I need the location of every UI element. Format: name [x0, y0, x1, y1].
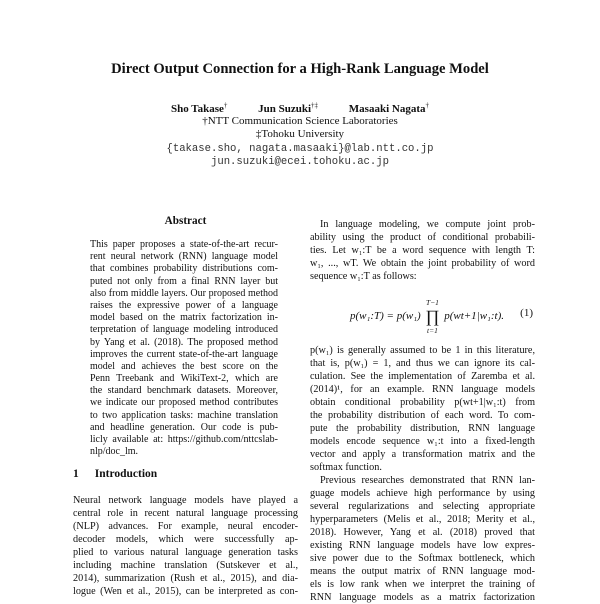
text-line: Neural network language models have played a — [73, 494, 298, 506]
text-line: models encode sequence w₁:t into a fixed-length — [310, 435, 535, 447]
text-line: softmax function. — [310, 461, 382, 473]
text-line: culation. See the implementation of Zaremba et al. — [310, 370, 535, 382]
affiliation: †NTT Communication Science Laboratories — [202, 115, 398, 127]
text-line: hyperparameters (Melis et al., 2018; Merity et al., — [310, 513, 535, 525]
affiliation-mark: †‡ — [311, 101, 319, 109]
product-glyph: ∏ — [425, 306, 440, 326]
affiliation-mark: † — [223, 101, 228, 109]
text-line: model based on the matrix factorization in- — [90, 312, 278, 324]
text-line: ability using the product of conditional probabili- — [310, 231, 535, 243]
paragraph — [310, 218, 535, 283]
text-line: improves the current state-of-the-art language — [90, 348, 278, 360]
text-line: the probability distribution of each word. To com- — [310, 409, 535, 421]
author-name: Jun Suzuki — [258, 102, 312, 115]
equation-rhs: p(wt+1|w₁:t). — [444, 309, 504, 322]
text-line: central role in recent natural language processing — [73, 507, 298, 519]
text-line: also from middle layers. Our proposed method — [90, 287, 278, 299]
affiliation: ‡Tohoku University — [255, 128, 345, 140]
abstract-heading: Abstract — [164, 215, 207, 227]
text-line: terpretation of language modeling introduced — [90, 324, 278, 336]
text-line: In language modeling, we compute joint prob- — [320, 218, 535, 230]
intro-body — [73, 494, 298, 598]
text-line: and headline generation. Our code is pub- — [90, 421, 278, 433]
author-name: Sho Takase — [170, 102, 224, 115]
email: jun.suzuki@ecei.tohoku.ac.jp — [210, 156, 389, 168]
right-column — [310, 218, 535, 604]
author — [349, 103, 429, 115]
text-line: p(w₁) is generally assumed to be 1 in this literature, — [310, 344, 535, 356]
product-lower-limit: t=1 — [426, 325, 438, 335]
product-upper-limit: T−1 — [425, 297, 439, 307]
text-line: This paper proposes a state-of-the-art recur- — [90, 239, 278, 250]
paper-title: Direct Output Connection for a High-Rank Language Model — [111, 61, 489, 77]
text-line: obtain conditional probability p(wt+1|w₁:t) from — [310, 396, 535, 408]
text-line: puted not only from a final RNN layer but — [90, 275, 278, 287]
equation-number: (1) — [520, 306, 533, 319]
equation-body — [350, 297, 504, 335]
author-list — [0, 101, 600, 115]
text-line: (NLP) advances. For example, neural encoder- — [73, 520, 298, 532]
text-line: several regularizations and selecting appropriate — [310, 500, 535, 512]
text-line: licly available at: https://github.com/nttcslab- — [90, 434, 278, 445]
text-line: existing RNN language models have low expres- — [310, 539, 535, 551]
text-line: we indicate our proposed method contributes — [90, 397, 278, 409]
text-line: Previous researches demonstrated that RNN lan- — [320, 474, 535, 486]
author-name: Masaaki Nagata — [348, 102, 426, 115]
text-line: nlp/doc_lm. — [90, 446, 139, 458]
text-line: that combines probability distributions com- — [90, 263, 278, 275]
text-line: RNN language models as a matrix factorization — [310, 591, 535, 603]
text-line: 2018). However, Yang et al. (2018) proved that — [310, 526, 535, 538]
text-line: that is, p(w₁) = 1, and thus we can ignore its cal- — [310, 357, 535, 369]
text-line: guage models achieve high performance by using — [310, 487, 535, 499]
text-line: sequence w₁:T as follows: — [310, 270, 417, 282]
text-line: (2014)¹, for an example. RNN language models — [310, 383, 535, 395]
section-heading — [73, 468, 157, 480]
text-line: including machine translation (Sutskever et al., — [73, 559, 298, 571]
text-line: ties. Let w₁:T be a word sequence with length T: — [310, 244, 535, 256]
text-line: raises the expressive power of a language — [90, 299, 278, 311]
text-line: 2014), summarization (Rush et al., 2015), and dia- — [73, 572, 298, 584]
equation-1 — [310, 283, 535, 344]
author — [258, 103, 318, 115]
text-line: by Yang et al. (2018). The proposed method — [90, 336, 278, 348]
section-number: 1 — [73, 468, 79, 480]
text-line: plied to various natural language generation tasks — [73, 546, 298, 558]
text-line: w₁, ..., wT. We obtain the joint probability of word — [310, 257, 535, 269]
text-line: Penn Treebank and WikiText-2, which are — [90, 373, 278, 385]
product-symbol — [425, 297, 440, 335]
equation-lhs: p(w₁:T) = p(w₁) — [350, 309, 421, 322]
author — [171, 103, 227, 115]
text-line: means the output matrix of RNN language mod- — [310, 565, 535, 577]
paragraph — [310, 344, 535, 604]
text-line: rent neural network (RNN) language model — [90, 251, 278, 263]
text-line: pute the probability distribution, RNN language — [310, 422, 535, 434]
abstract-body — [90, 239, 278, 458]
section-title: Introduction — [94, 468, 158, 480]
text-line: decoder models, which were successfully ap- — [73, 533, 298, 545]
affiliation-mark: † — [425, 101, 429, 109]
text-line: the standard benchmark datasets. Moreover, — [90, 385, 278, 397]
text-line: logue (Wen et al., 2015), can be interpreted as con- — [73, 585, 298, 597]
text-line: vector and apply a transformation matrix and the — [310, 448, 535, 460]
text-line: to two application tasks: machine translation — [90, 409, 278, 421]
text-line: sive power due to the Softmax bottleneck, which — [310, 552, 535, 564]
text-line: model and achieves the best score on the — [90, 360, 278, 372]
text-line: els is low rank when we interpret the training of — [310, 578, 535, 590]
email: {takase.sho, nagata.masaaki}@lab.ntt.co.jp — [166, 143, 434, 155]
